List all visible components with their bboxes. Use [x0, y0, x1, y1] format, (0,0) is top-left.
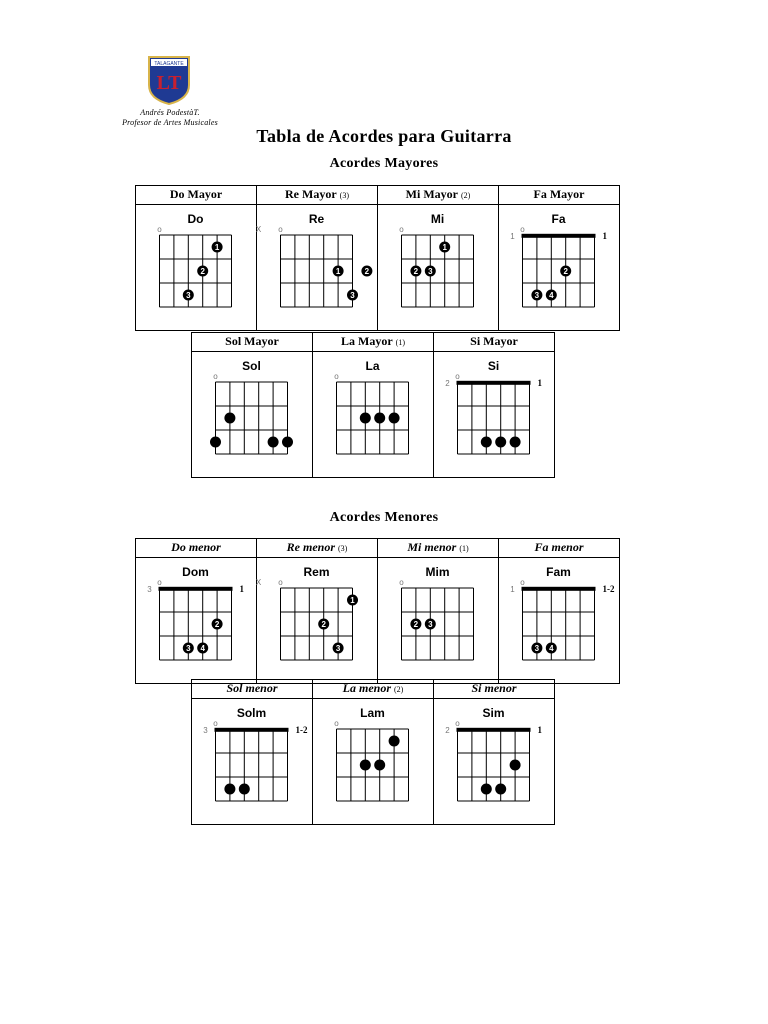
- chord-header: [378, 186, 499, 205]
- chord-cell: [378, 558, 499, 684]
- barre-bar: [215, 728, 289, 732]
- open-string-marker: o: [455, 372, 460, 381]
- chord-diagram: [136, 205, 255, 329]
- chord-header: [136, 539, 257, 558]
- chord-cell: [192, 352, 313, 478]
- finger-dot: [374, 413, 385, 424]
- chord-cell: [257, 558, 378, 684]
- open-string-marker: o: [278, 225, 283, 234]
- finger-dot: [360, 760, 371, 771]
- finger-number: 3: [428, 620, 433, 629]
- chord-diagram: [257, 558, 376, 682]
- chord-table: [135, 538, 620, 684]
- finger-number: 3: [534, 644, 540, 653]
- chord-diagram: [378, 558, 497, 682]
- finger-count-note: (1): [395, 338, 405, 347]
- finger-count-note: (3): [339, 191, 349, 200]
- finger-count-note: (1): [459, 544, 469, 553]
- finger-dot: [495, 784, 506, 795]
- finger-number: 3: [350, 291, 355, 300]
- finger-dot: [239, 784, 250, 795]
- chord-header-label: Mi Mayor: [405, 187, 458, 201]
- open-string-marker: o: [520, 225, 525, 234]
- chord-cell: [313, 699, 434, 825]
- open-string-marker: o: [213, 719, 218, 728]
- chord-header-label: Fa Mayor: [533, 187, 585, 201]
- finger-number: 1: [350, 596, 355, 605]
- finger-number: 3: [186, 291, 191, 300]
- chord-cell: [434, 699, 555, 825]
- logo-text: TALAGANTE: [154, 61, 184, 67]
- chord-cell: [499, 558, 620, 684]
- muted-string-marker: X: [255, 578, 262, 587]
- page-title: Tabla de Acordes para Guitarra: [256, 126, 512, 146]
- chord-header-label: Re Mayor: [285, 187, 337, 201]
- chord-name: Lam: [360, 706, 385, 720]
- chord-header: [434, 333, 555, 352]
- chord-table: [191, 332, 555, 478]
- chord-diagram: [257, 205, 376, 329]
- chord-name: Solm: [236, 706, 267, 720]
- logo-letters: LT: [156, 72, 182, 94]
- author-role: Profesor de Artes Musicales: [122, 118, 218, 127]
- fret-label: 1: [510, 232, 515, 241]
- chord-header: [499, 186, 620, 205]
- open-string-marker: o: [278, 578, 283, 587]
- open-string-marker: o: [334, 372, 339, 381]
- section-title-major: Acordes Mayores: [329, 156, 439, 171]
- chord-cell: [378, 205, 499, 331]
- barre-label: 1-2: [295, 725, 308, 735]
- chord-header-label: Si menor: [471, 681, 517, 695]
- author-block: [100, 108, 240, 128]
- barre-label: 1: [602, 231, 607, 241]
- finger-count-note: (2): [460, 191, 471, 200]
- chord-header: [257, 539, 378, 558]
- finger-dot: [210, 437, 221, 448]
- fret-label: 2: [445, 379, 450, 388]
- chord-name: La: [365, 359, 380, 373]
- chord-diagram: [434, 699, 553, 823]
- finger-dot: [360, 413, 371, 424]
- chord-header: [313, 680, 434, 699]
- finger-number: 2: [413, 267, 419, 276]
- chord-header: [378, 539, 499, 558]
- open-string-marker: o: [455, 719, 460, 728]
- open-string-marker: o: [399, 578, 404, 587]
- finger-dot: [282, 437, 293, 448]
- muted-string-marker: X: [255, 225, 262, 234]
- finger-number: 3: [335, 644, 341, 653]
- finger-number: 4: [549, 644, 554, 653]
- chord-diagram: [136, 558, 255, 682]
- chord-diagram: [313, 352, 432, 476]
- finger-dot: [224, 784, 235, 795]
- chord-header-label: Sol menor: [226, 681, 278, 695]
- barre-label: 1: [239, 584, 244, 594]
- chord-cell: [192, 699, 313, 825]
- chord-name: Mi: [430, 212, 445, 226]
- finger-number: 4: [549, 291, 554, 300]
- chord-name: Mim: [425, 565, 450, 579]
- chord-name: Sol: [242, 359, 261, 373]
- open-string-marker: o: [213, 372, 218, 381]
- finger-dot: [374, 760, 385, 771]
- barre-bar: [522, 234, 596, 238]
- barre-label: 1-2: [602, 584, 615, 594]
- finger-number: 2: [413, 620, 419, 629]
- chord-name: Si: [487, 359, 500, 373]
- finger-dot: [224, 413, 235, 424]
- chord-header-label: La menor: [342, 681, 391, 695]
- chord-table: [191, 679, 555, 825]
- finger-dot: [510, 437, 521, 448]
- finger-number: 2: [214, 620, 220, 629]
- chord-table: [135, 185, 620, 331]
- barre-label: 1: [537, 725, 542, 735]
- chord-header: [313, 333, 434, 352]
- barre-bar: [159, 587, 233, 591]
- fret-label: 1: [510, 585, 515, 594]
- finger-dot: [510, 760, 521, 771]
- chord-cell: [136, 205, 257, 331]
- chord-name: Fam: [546, 565, 571, 579]
- chord-header-label: Do Mayor: [169, 187, 223, 201]
- open-string-marker: o: [157, 225, 162, 234]
- chord-name: Fa: [551, 212, 566, 226]
- chord-cell: [499, 205, 620, 331]
- finger-number: 4: [200, 644, 205, 653]
- finger-number: 2: [563, 267, 568, 276]
- open-string-marker: o: [399, 225, 404, 234]
- finger-number: 3: [534, 291, 540, 300]
- fret-label: 3: [147, 585, 152, 594]
- open-string-marker: o: [334, 719, 339, 728]
- finger-dot: [268, 437, 279, 448]
- finger-number: 1: [335, 267, 341, 276]
- chord-cell: [136, 558, 257, 684]
- chord-header: [434, 680, 555, 699]
- chord-cell: [257, 205, 378, 331]
- barre-label: 1: [537, 378, 542, 388]
- open-string-marker: o: [157, 578, 162, 587]
- finger-count-note: (2): [394, 685, 404, 694]
- chord-header: [499, 539, 620, 558]
- chord-cell: [313, 352, 434, 478]
- finger-number: 1: [214, 243, 220, 252]
- chord-header-label: Fa menor: [534, 540, 584, 554]
- chord-diagram: [192, 699, 311, 823]
- chord-name: Re: [308, 212, 325, 226]
- school-logo: [147, 55, 191, 105]
- chord-diagram: [434, 352, 553, 476]
- chord-diagram: [313, 699, 432, 823]
- barre-bar: [457, 728, 531, 732]
- chord-diagram: [499, 205, 618, 329]
- chord-header-label: Si Mayor: [470, 334, 518, 348]
- finger-dot: [389, 736, 400, 747]
- finger-dot: [481, 437, 492, 448]
- chord-header-label: Mi menor: [407, 540, 457, 554]
- chord-cell: [434, 352, 555, 478]
- finger-dot: [389, 413, 400, 424]
- chord-header-label: Re menor: [286, 540, 335, 554]
- finger-dot: [495, 437, 506, 448]
- chord-diagram: [378, 205, 497, 329]
- chord-diagram: [499, 558, 618, 682]
- finger-count-note: (3): [338, 544, 348, 553]
- chord-header-label: La Mayor: [341, 334, 393, 348]
- fret-label: 3: [203, 726, 208, 735]
- finger-number: 3: [428, 267, 433, 276]
- open-string-marker: o: [520, 578, 525, 587]
- chord-name: Dom: [182, 565, 209, 579]
- chord-header: [192, 680, 313, 699]
- finger-dot: [481, 784, 492, 795]
- chord-name: Sim: [482, 706, 505, 720]
- fret-label: 2: [445, 726, 450, 735]
- finger-number: 2: [321, 620, 326, 629]
- section-title-minor: Acordes Menores: [329, 510, 439, 525]
- finger-number: 3: [186, 644, 191, 653]
- chord-header-label: Sol Mayor: [225, 334, 279, 348]
- finger-number: 2: [200, 267, 205, 276]
- author-name: Andrés PodestàT.: [140, 108, 200, 117]
- chord-name: Do: [187, 212, 204, 226]
- finger-number: 2: [364, 267, 370, 276]
- chord-header: [192, 333, 313, 352]
- chord-header-label: Do menor: [171, 540, 221, 554]
- chord-header: [136, 186, 257, 205]
- barre-bar: [522, 587, 596, 591]
- barre-bar: [457, 381, 531, 385]
- chord-name: Rem: [303, 565, 330, 579]
- finger-number: 1: [442, 243, 447, 252]
- chord-diagram: [192, 352, 311, 476]
- chord-header: [257, 186, 378, 205]
